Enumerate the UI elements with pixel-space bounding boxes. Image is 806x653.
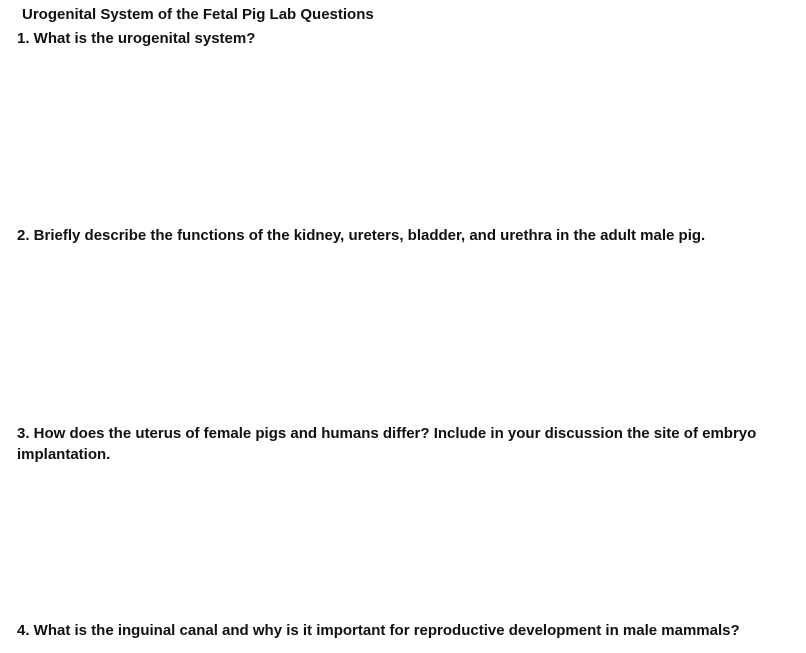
question-2: 2. Briefly describe the functions of the kidney, ureters, bladder, and urethra in the adult male pig. <box>17 227 706 244</box>
question-4: 4. What is the inguinal canal and why is it important for reproductive development in male mammals? <box>17 622 740 639</box>
worksheet-title: Urogenital System of the Fetal Pig Lab Questions <box>22 6 374 23</box>
question-3: 3. How does the uterus of female pigs and humans differ? Include in your discussion the site of embryo implantation. <box>17 425 757 463</box>
question-1: 1. What is the urogenital system? <box>17 30 256 47</box>
